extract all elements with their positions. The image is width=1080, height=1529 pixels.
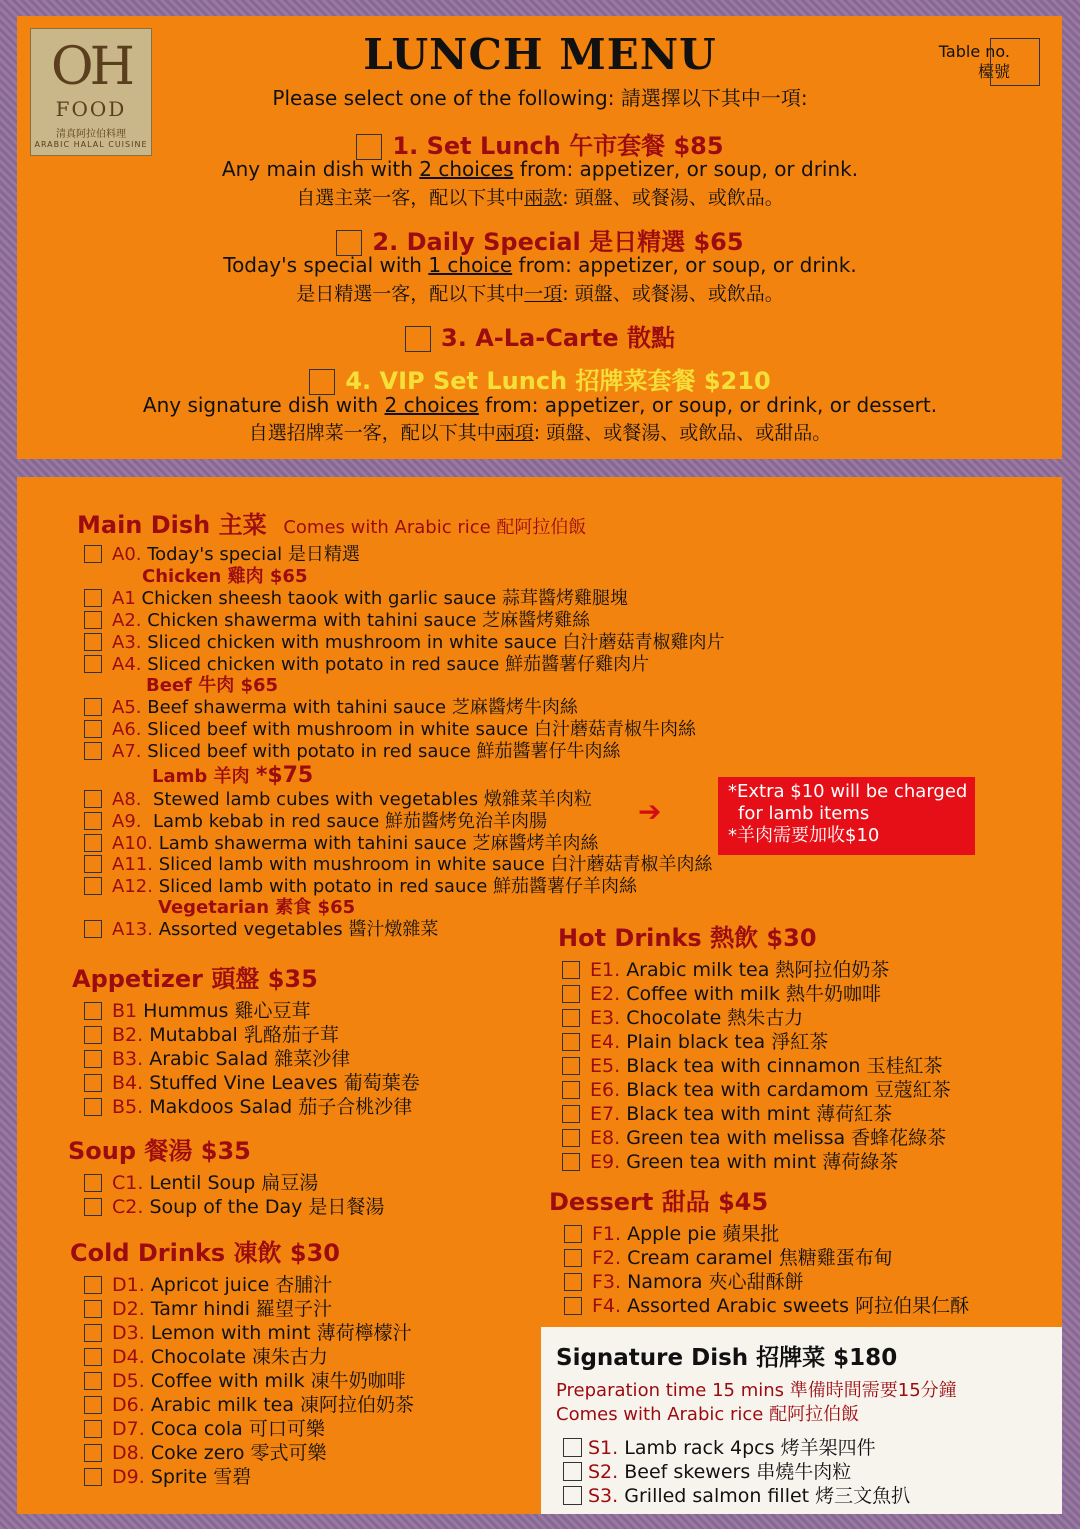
option-2-label: 2. Daily Special 是日精選 $65 — [372, 228, 744, 256]
item-code: D3. — [112, 1322, 145, 1344]
item-checkbox[interactable] — [84, 1444, 102, 1462]
item-name: Lamb kebab in red sauce 鮮茄醬烤免治羊肉腸 — [152, 811, 548, 832]
item-checkbox[interactable] — [84, 1198, 102, 1216]
item-name: Arabic Salad 雜菜沙律 — [149, 1048, 351, 1070]
item-code: S3. — [588, 1485, 619, 1507]
item-checkbox[interactable] — [84, 790, 102, 808]
item-checkbox[interactable] — [84, 698, 102, 716]
menu-item-b5[interactable] — [84, 1092, 412, 1119]
item-code: D8. — [112, 1442, 145, 1464]
option-1-desc-en: Any main dish with 2 choices from: appetizer, or soup, or drink. — [221, 157, 859, 181]
item-code: B1 — [112, 1000, 138, 1022]
item-code: A4. — [112, 654, 142, 675]
menu-item-d4[interactable] — [84, 1342, 328, 1369]
item-checkbox[interactable] — [84, 655, 102, 673]
item-checkbox[interactable] — [563, 1486, 582, 1505]
item-name: Hummus 雞心豆茸 — [143, 1000, 311, 1022]
group-vegetarian: Vegetarian 素食 $65 — [158, 897, 356, 918]
option-4-label: 4. VIP Set Lunch 招牌菜套餐 $210 — [345, 367, 771, 395]
item-code: B4. — [112, 1072, 144, 1094]
item-name: Sliced beef with potato in red sauce 鮮茄醬薯仔牛肉絲 — [147, 741, 621, 762]
item-code: E6. — [590, 1079, 621, 1101]
item-code: A11. — [112, 854, 153, 875]
item-name: Chocolate 凍朱古力 — [150, 1346, 328, 1368]
menu-item-f4[interactable] — [564, 1291, 969, 1318]
item-code: A12. — [112, 876, 153, 897]
item-name: Sliced lamb with mushroom in white sauce 白汁蘑菇青椒羊肉絲 — [158, 854, 713, 875]
item-name: Green tea with mint 薄荷綠茶 — [626, 1151, 899, 1173]
menu-item-d5[interactable] — [84, 1366, 406, 1393]
menu-item-d9[interactable] — [84, 1462, 251, 1489]
item-code: E2. — [590, 983, 621, 1005]
item-name: Chocolate 熱朱古力 — [626, 1007, 804, 1029]
menu-item-e9[interactable] — [562, 1147, 898, 1174]
item-name: Sliced lamb with potato in red sauce 鮮茄醬薯仔羊肉絲 — [158, 876, 638, 897]
item-code: E7. — [590, 1103, 621, 1125]
item-code: D1. — [112, 1274, 145, 1296]
item-name: Mutabbal 乳酪茄子茸 — [149, 1024, 339, 1046]
item-code: B3. — [112, 1048, 144, 1070]
menu-item-a7[interactable] — [84, 737, 621, 763]
item-code: E3. — [590, 1007, 621, 1029]
menu-item-s2[interactable] — [563, 1457, 851, 1484]
item-checkbox[interactable] — [563, 1462, 582, 1481]
menu-item-e2[interactable] — [562, 979, 881, 1006]
item-checkbox[interactable] — [84, 1098, 102, 1116]
item-code: D6. — [112, 1394, 145, 1416]
menu-item-s3[interactable] — [563, 1481, 910, 1508]
signature-rice-note: Comes with Arabic rice 配阿拉伯飯 — [556, 1404, 860, 1425]
item-checkbox[interactable] — [84, 1348, 102, 1366]
page-title: LUNCH MENU — [363, 30, 717, 79]
logo-food: FOOD — [55, 97, 127, 121]
item-checkbox[interactable] — [564, 1249, 582, 1267]
item-name: Namora 夾心甜酥餅 — [627, 1271, 804, 1293]
menu-item-e5[interactable] — [562, 1051, 942, 1078]
item-name: Green tea with melissa 香蜂花綠茶 — [626, 1127, 947, 1149]
item-code: F4. — [592, 1295, 622, 1317]
item-name: Black tea with mint 薄荷紅茶 — [626, 1103, 893, 1125]
item-name: Assorted Arabic sweets 阿拉伯果仁酥 — [627, 1295, 970, 1317]
item-checkbox[interactable] — [84, 855, 102, 873]
menu-item-d6[interactable] — [84, 1390, 414, 1417]
item-code: A2. — [112, 610, 142, 631]
appetizer-title: Appetizer 頭盤 $35 — [72, 965, 318, 993]
item-name: Stuffed Vine Leaves 葡萄葉卷 — [149, 1072, 420, 1094]
item-name: Chicken shawerma with tahini sauce 芝麻醬烤雞絲 — [147, 610, 591, 631]
item-checkbox[interactable] — [564, 1225, 582, 1243]
item-checkbox[interactable] — [562, 1081, 580, 1099]
item-name: Assorted vegetables 醬汁燉雜菜 — [158, 919, 439, 940]
item-code: F3. — [592, 1271, 622, 1293]
item-code: A10. — [112, 833, 153, 854]
item-name: Beef skewers 串燒牛肉粒 — [624, 1461, 852, 1483]
option-2[interactable] — [0, 222, 1080, 257]
notice-line-1: *Extra $10 will be charged — [728, 781, 968, 802]
option-3-label: 3. A-La-Carte 散點 — [441, 324, 675, 352]
item-code: B5. — [112, 1096, 144, 1118]
item-code: D5. — [112, 1370, 145, 1392]
option-4[interactable] — [0, 361, 1080, 396]
menu-item-e1[interactable] — [562, 955, 889, 982]
item-checkbox[interactable] — [84, 1002, 102, 1020]
item-code: A1 — [112, 588, 136, 609]
item-checkbox[interactable] — [563, 1438, 582, 1457]
item-checkbox[interactable] — [84, 812, 102, 830]
menu-item-f3[interactable] — [564, 1267, 804, 1294]
hot-drinks-title: Hot Drinks 熱飲 $30 — [558, 924, 817, 952]
item-checkbox[interactable] — [84, 1420, 102, 1438]
group-lamb-price: *$75 — [255, 763, 314, 788]
menu-item-c2[interactable] — [84, 1192, 384, 1219]
item-name: Sprite 雪碧 — [150, 1466, 252, 1488]
item-checkbox[interactable] — [84, 742, 102, 760]
item-name: Sliced chicken with mushroom in white sauce 白汁蘑菇青椒雞肉片 — [147, 632, 725, 653]
item-checkbox[interactable] — [564, 1273, 582, 1291]
item-checkbox[interactable] — [84, 877, 102, 895]
table-number-field[interactable] — [990, 38, 1040, 86]
item-checkbox[interactable] — [84, 1300, 102, 1318]
item-name: Chicken sheesh taook with garlic sauce 蒜茸醬烤雞腿塊 — [141, 588, 628, 609]
menu-item-e8[interactable] — [562, 1123, 946, 1150]
option-4-desc-zh: 自選招牌菜一客，配以下其中兩項: 頭盤、或餐湯、或飲品、或甜品。 — [248, 422, 832, 444]
dessert-title: Dessert 甜品 $45 — [549, 1188, 769, 1216]
signature-dish-box — [541, 1327, 1062, 1514]
item-name: Tamr hindi 羅望子汁 — [150, 1298, 333, 1320]
item-code: A7. — [112, 741, 142, 762]
item-code: S1. — [588, 1437, 619, 1459]
item-name: Black tea with cinnamon 玉桂紅茶 — [626, 1055, 943, 1077]
menu-item-c1[interactable] — [84, 1168, 318, 1195]
main-dish-heading — [77, 505, 586, 540]
group-chicken: Chicken 雞肉 $65 — [142, 566, 308, 587]
item-checkbox[interactable] — [564, 1297, 582, 1315]
menu-item-e6[interactable] — [562, 1075, 951, 1102]
item-checkbox[interactable] — [84, 920, 102, 938]
item-checkbox[interactable] — [84, 720, 102, 738]
option-3[interactable] — [0, 318, 1080, 353]
menu-item-d2[interactable] — [84, 1294, 332, 1321]
item-code: S2. — [588, 1461, 619, 1483]
item-code: E5. — [590, 1055, 621, 1077]
option-1-label: 1. Set Lunch 午市套餐 $85 — [392, 132, 724, 160]
item-code: E9. — [590, 1151, 621, 1173]
notice-line-2: for lamb items — [738, 803, 870, 824]
item-checkbox[interactable] — [84, 1050, 102, 1068]
item-name: Plain black tea 淨紅茶 — [626, 1031, 829, 1053]
group-lamb-label: Lamb 羊肉 — [152, 766, 250, 787]
item-name: Makdoos Salad 茄子合桃沙律 — [149, 1096, 413, 1118]
item-code: C1. — [112, 1172, 144, 1194]
menu-item-d1[interactable] — [84, 1270, 332, 1297]
item-checkbox[interactable] — [562, 985, 580, 1003]
menu-item-e4[interactable] — [562, 1027, 828, 1054]
item-checkbox[interactable] — [84, 1396, 102, 1414]
menu-item-a13[interactable] — [84, 915, 438, 941]
item-name: Beef shawerma with tahini sauce 芝麻醬烤牛肉絲 — [147, 697, 578, 718]
item-code: A8. — [112, 789, 142, 810]
item-name: Coke zero 零式可樂 — [150, 1442, 327, 1464]
main-dish-title: Main Dish 主菜 — [77, 511, 267, 539]
item-name: Apricot juice 杏脯汁 — [150, 1274, 333, 1296]
option-2-desc-zh: 是日精選一客，配以下其中一項: 頭盤、或餐湯、或飲品。 — [296, 283, 784, 305]
item-code: A6. — [112, 719, 142, 740]
item-code: D4. — [112, 1346, 145, 1368]
table-label-zh: 檯號 — [977, 62, 1010, 81]
item-name: Lamb shawerma with tahini sauce 芝麻醬烤羊肉絲 — [158, 833, 599, 854]
item-code: A0. — [112, 544, 142, 565]
item-code: D7. — [112, 1418, 145, 1440]
item-code: D2. — [112, 1298, 145, 1320]
item-code: E8. — [590, 1127, 621, 1149]
soup-title: Soup 餐湯 $35 — [68, 1137, 251, 1165]
item-name: Lamb rack 4pcs 烤羊架四件 — [624, 1437, 876, 1459]
item-code: C2. — [112, 1196, 144, 1218]
item-checkbox[interactable] — [84, 611, 102, 629]
item-name: Black tea with cardamom 豆蔻紅茶 — [626, 1079, 951, 1101]
item-checkbox[interactable] — [562, 1153, 580, 1171]
menu-item-f2[interactable] — [564, 1243, 893, 1270]
signature-title: Signature Dish 招牌菜 $180 — [556, 1345, 898, 1371]
item-checkbox[interactable] — [562, 1129, 580, 1147]
main-dish-note: Comes with Arabic rice 配阿拉伯飯 — [283, 517, 587, 538]
menu-item-d8[interactable] — [84, 1438, 326, 1465]
arrow-right-icon: ➔ — [638, 795, 662, 828]
item-name: Coffee with milk 凍牛奶咖啡 — [150, 1370, 406, 1392]
item-code: E4. — [590, 1031, 621, 1053]
option-4-desc-en: Any signature dish with 2 choices from: appetizer, or soup, or drink, or dessert. — [142, 393, 938, 417]
menu-item-f1[interactable] — [564, 1219, 779, 1246]
item-name: Arabic milk tea 熱阿拉伯奶茶 — [626, 959, 890, 981]
logo-mark: OH — [51, 37, 131, 97]
item-name: Lentil Soup 扁豆湯 — [149, 1172, 319, 1194]
item-code: D9. — [112, 1466, 145, 1488]
item-name: Coca cola 可口可樂 — [150, 1418, 325, 1440]
cold-drinks-title: Cold Drinks 凍飲 $30 — [70, 1239, 340, 1267]
option-3-checkbox[interactable] — [405, 326, 431, 352]
menu-item-s1[interactable] — [563, 1433, 876, 1460]
menu-item-d7[interactable] — [84, 1414, 325, 1441]
item-checkbox[interactable] — [562, 1009, 580, 1027]
item-name: Sliced chicken with potato in red sauce 鮮茄醬薯仔雞肉片 — [147, 654, 650, 675]
signature-prep-time: Preparation time 15 mins 準備時間需要15分鐘 — [556, 1380, 957, 1401]
notice-line-3: *羊肉需要加收$10 — [728, 825, 880, 846]
option-4-checkbox[interactable] — [309, 369, 335, 395]
item-name: Apple pie 蘋果批 — [627, 1223, 780, 1245]
item-checkbox[interactable] — [84, 1468, 102, 1486]
item-checkbox[interactable] — [84, 633, 102, 651]
item-checkbox[interactable] — [562, 1033, 580, 1051]
item-code: F2. — [592, 1247, 622, 1269]
item-checkbox[interactable] — [562, 1105, 580, 1123]
option-1[interactable] — [0, 126, 1080, 161]
item-checkbox[interactable] — [84, 1324, 102, 1342]
logo-chinese: 清真阿拉伯料理 — [56, 129, 126, 140]
instruction: Please select one of the following: 請選擇以下其中一項: — [272, 86, 808, 110]
item-checkbox[interactable] — [84, 545, 102, 563]
item-name: Grilled salmon fillet 烤三文魚扒 — [624, 1485, 911, 1507]
option-2-desc-en: Today's special with 1 choice from: appetizer, or soup, or drink. — [223, 253, 857, 277]
item-code: A5. — [112, 697, 142, 718]
group-beef: Beef 牛肉 $65 — [146, 675, 279, 696]
menu-item-b4[interactable] — [84, 1068, 420, 1095]
menu-item-b1[interactable] — [84, 996, 311, 1023]
item-checkbox[interactable] — [562, 1057, 580, 1075]
item-checkbox[interactable] — [84, 1276, 102, 1294]
item-code: F1. — [592, 1223, 622, 1245]
menu-item-d3[interactable] — [84, 1318, 412, 1345]
item-name: Coffee with milk 熱牛奶咖啡 — [626, 983, 882, 1005]
logo-english: ARABIC HALAL CUISINE — [34, 140, 148, 149]
item-checkbox[interactable] — [84, 1174, 102, 1192]
table-label-en: Table no. — [938, 42, 1010, 61]
item-code: A3. — [112, 632, 142, 653]
menu-item-e7[interactable] — [562, 1099, 892, 1126]
item-code: A13. — [112, 919, 153, 940]
item-code: E1. — [590, 959, 621, 981]
item-name: Today's special 是日精選 — [147, 544, 360, 565]
item-name: Lemon with mint 薄荷檸檬汁 — [150, 1322, 412, 1344]
item-checkbox[interactable] — [84, 1074, 102, 1092]
item-checkbox[interactable] — [84, 1026, 102, 1044]
menu-item-b2[interactable] — [84, 1020, 339, 1047]
option-1-desc-zh: 自選主菜一客，配以下其中兩款: 頭盤、或餐湯、或飲品。 — [296, 187, 784, 209]
lamb-surcharge-notice — [718, 777, 975, 855]
item-checkbox[interactable] — [84, 589, 102, 607]
item-code: B2. — [112, 1024, 144, 1046]
item-checkbox[interactable] — [84, 1372, 102, 1390]
item-name: Arabic milk tea 凍阿拉伯奶茶 — [150, 1394, 415, 1416]
item-code: A9. — [112, 811, 142, 832]
item-checkbox[interactable] — [562, 961, 580, 979]
menu-item-b3[interactable] — [84, 1044, 350, 1071]
item-name: Cream caramel 焦糖雞蛋布甸 — [627, 1247, 893, 1269]
item-name: Soup of the Day 是日餐湯 — [149, 1196, 385, 1218]
item-name: Sliced beef with mushroom in white sauce 白汁蘑菇青椒牛肉絲 — [147, 719, 696, 740]
item-name: Stewed lamb cubes with vegetables 燉雜菜羊肉粒 — [152, 789, 592, 810]
menu-item-e3[interactable] — [562, 1003, 803, 1030]
